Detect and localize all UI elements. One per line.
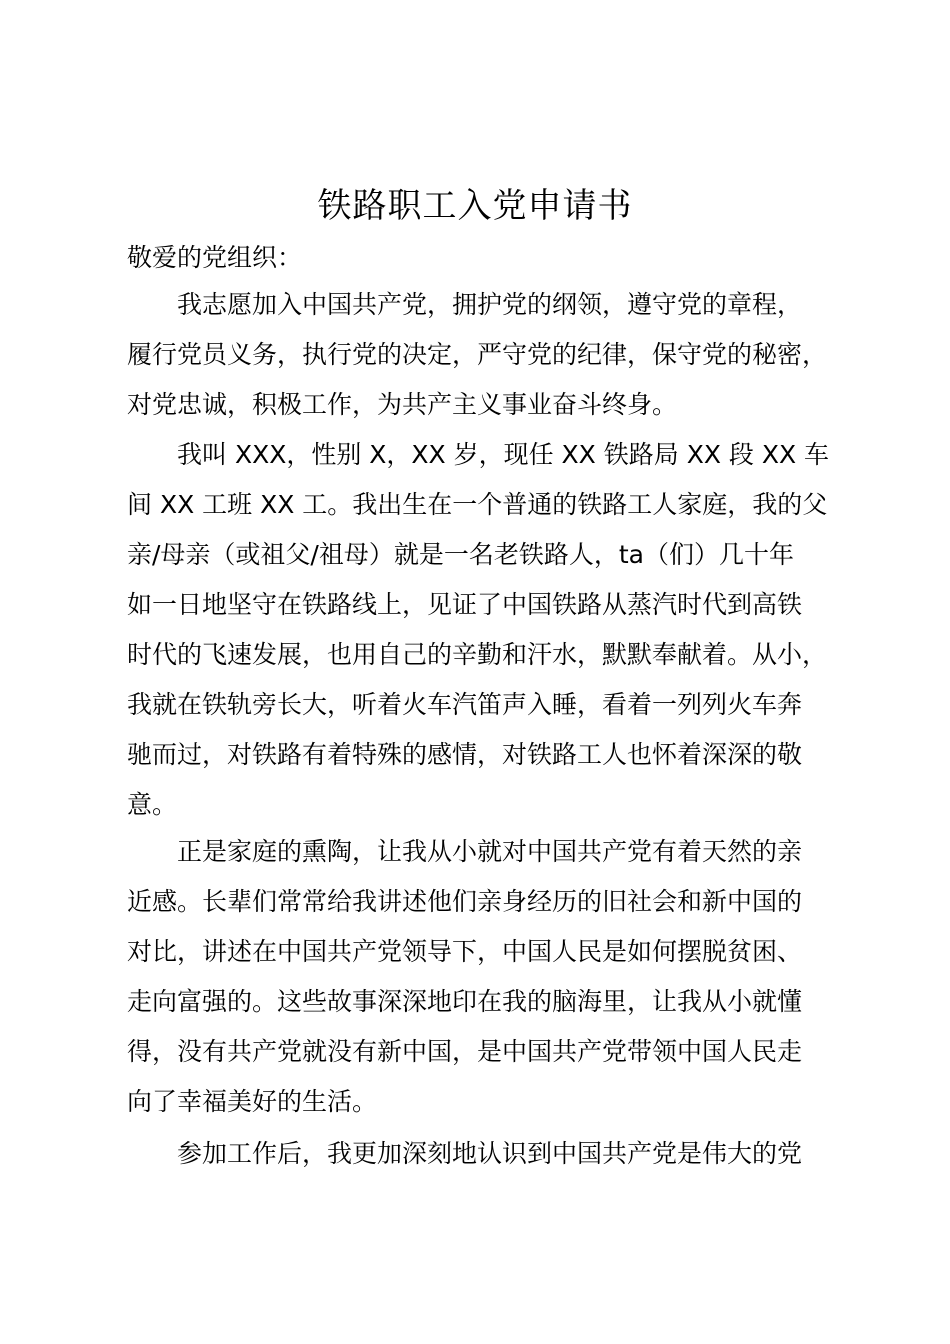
paragraph-line: 间 XX 工班 XX 工。我出生在一个普通的铁路工人家庭，我的父 <box>127 490 828 519</box>
paragraph-line: 对党忠诚，积极工作，为共产主义事业奋斗终身。 <box>127 390 678 419</box>
paragraph-line: 我叫 XXX，性别 X，XX 岁，现任 XX 铁路局 XX 段 XX 车 <box>177 440 830 469</box>
paragraph-line: 得，没有共产党就没有新中国，是中国共产党带领中国人民走 <box>127 1037 803 1066</box>
paragraph-line: 履行党员义务，执行党的决定，严守党的纪律，保守党的秘密， <box>127 340 828 369</box>
paragraph-family-influence <box>127 827 847 1127</box>
paragraph-pledge <box>127 280 847 430</box>
document-title: 铁路职工入党申请书 <box>317 186 633 226</box>
paragraph-line: 驰而过，对铁路有着特殊的感情，对铁路工人也怀着深深的敬 <box>127 740 803 769</box>
paragraph-line: 我就在铁轨旁长大，听着火车汽笛声入睡，看着一列列火车奔 <box>127 690 803 719</box>
salutation: 敬爱的党组织： <box>127 243 303 272</box>
paragraph-line: 向了幸福美好的生活。 <box>127 1087 378 1116</box>
paragraph-line: 亲/母亲（或祖父/祖母）就是一名老铁路人，ta（们）几十年 <box>127 540 794 569</box>
paragraph-line: 正是家庭的熏陶，让我从小就对中国共产党有着天然的亲 <box>177 837 803 866</box>
paragraph-line: 近感。长辈们常常给我讲述他们亲身经历的旧社会和新中国的 <box>127 887 803 916</box>
paragraph-line: 如一日地坚守在铁路线上，见证了中国铁路从蒸汽时代到高铁 <box>127 590 803 619</box>
paragraph-line: 意。 <box>127 790 178 819</box>
paragraph-line: 参加工作后，我更加深刻地认识到中国共产党是伟大的党 <box>177 1139 803 1168</box>
paragraph-line: 对比，讲述在中国共产党领导下，中国人民是如何摆脱贫困、 <box>127 937 803 966</box>
paragraph-background <box>127 430 847 830</box>
paragraph-work-experience <box>127 1129 847 1179</box>
paragraph-line: 走向富强的。这些故事深深地印在我的脑海里，让我从小就懂 <box>127 987 803 1016</box>
paragraph-line: 我志愿加入中国共产党，拥护党的纲领，遵守党的章程， <box>177 290 803 319</box>
paragraph-line: 时代的飞速发展，也用自己的辛勤和汗水，默默奉献着。从小， <box>127 640 828 669</box>
